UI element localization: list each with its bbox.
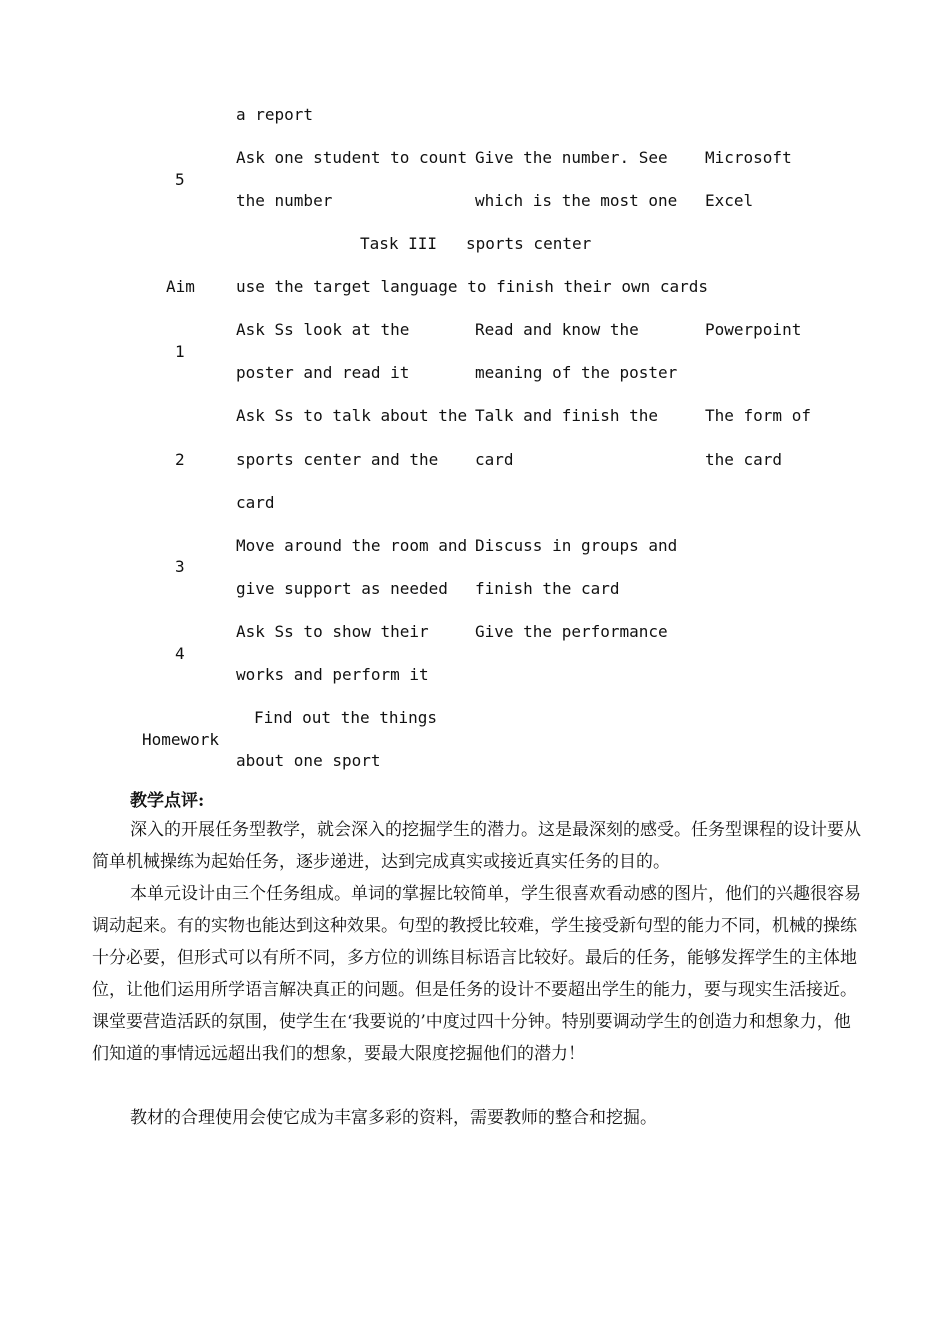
review-paragraph: 深入的开展任务型教学，就会深入的挖掘学生的潜力。这是最深刻的感受。任务型课程的设计要从简单机械操练为起始任务，逐步递进，达到完成真实或接近真实任务的目的。 bbox=[92, 820, 861, 872]
cell-teacher: Move around the room and bbox=[236, 536, 468, 555]
cell-teacher: Ask one student to count bbox=[236, 148, 468, 167]
cell-student: Give the number. See bbox=[475, 148, 668, 167]
cell-student: Give the performance bbox=[475, 622, 668, 641]
step-number: 5 bbox=[175, 170, 185, 189]
task-heading-subtitle: sports center bbox=[466, 234, 592, 253]
cell-student: finish the card bbox=[475, 579, 620, 598]
cell-teacher: the number bbox=[236, 191, 333, 210]
cell-teacher: poster and read it bbox=[236, 363, 410, 382]
cell-media: Excel bbox=[705, 191, 754, 210]
task-heading: Task III bbox=[360, 234, 438, 253]
cell-teacher: sports center and the bbox=[236, 450, 439, 469]
cell-teacher: Ask Ss to talk about the bbox=[236, 406, 468, 425]
cell-student: which is the most one bbox=[475, 191, 678, 210]
step-number: 3 bbox=[175, 557, 185, 576]
step-number: 2 bbox=[175, 450, 185, 469]
cell-student: Talk and finish the bbox=[475, 406, 659, 425]
cell-media: Powerpoint bbox=[705, 320, 802, 339]
cell-teacher: a report bbox=[236, 105, 314, 124]
cell-media: Microsoft bbox=[705, 148, 792, 167]
aim-label: Aim bbox=[166, 277, 195, 296]
homework-label: Homework bbox=[142, 730, 220, 749]
review-paragraph: 本单元设计由三个任务组成。单词的掌握比较简单，学生很喜欢看动感的图片，他们的兴趣很容易调动起来。有的实物也能达到这种效果。句型的教授比较难，学生接受新句型的能力不同，机械的操练十分必要，但形式可以有所不同，多方位的训练目标语言比较好。最后的任务，能够发挥学生的主体地位，让他们运用所学语言解决真正的问题。但是任务的设计不要超出学生的能力，要与现实生活接近。课堂要营造活跃的氛围，使学生在‘我要说的’中度过四十分钟。特别要调动学生的创造力和想象力，他们知道的事情远远超出我们的想象，要最大限度挖掘他们的潜力！ bbox=[92, 884, 861, 1064]
cell-student: meaning of the poster bbox=[475, 363, 678, 382]
homework-text: about one sport bbox=[236, 751, 381, 770]
cell-teacher: Ask Ss to show their bbox=[236, 622, 429, 641]
aim-text: use the target language to finish their own cards bbox=[236, 277, 709, 296]
review-heading: 教学点评: bbox=[130, 791, 205, 811]
cell-teacher: card bbox=[236, 493, 275, 512]
cell-student: card bbox=[475, 450, 514, 469]
cell-media: the card bbox=[705, 450, 783, 469]
step-number: 1 bbox=[175, 342, 185, 361]
cell-media: The form of bbox=[705, 406, 811, 425]
review-paragraph: 教材的合理使用会使它成为丰富多彩的资料，需要教师的整合和挖掘。 bbox=[130, 1108, 657, 1128]
step-number: 4 bbox=[175, 644, 185, 663]
cell-student: Read and know the bbox=[475, 320, 639, 339]
cell-teacher: Ask Ss look at the bbox=[236, 320, 410, 339]
cell-teacher: give support as needed bbox=[236, 579, 448, 598]
homework-text: Find out the things bbox=[254, 708, 438, 727]
cell-student: Discuss in groups and bbox=[475, 536, 678, 555]
cell-teacher: works and perform it bbox=[236, 665, 429, 684]
